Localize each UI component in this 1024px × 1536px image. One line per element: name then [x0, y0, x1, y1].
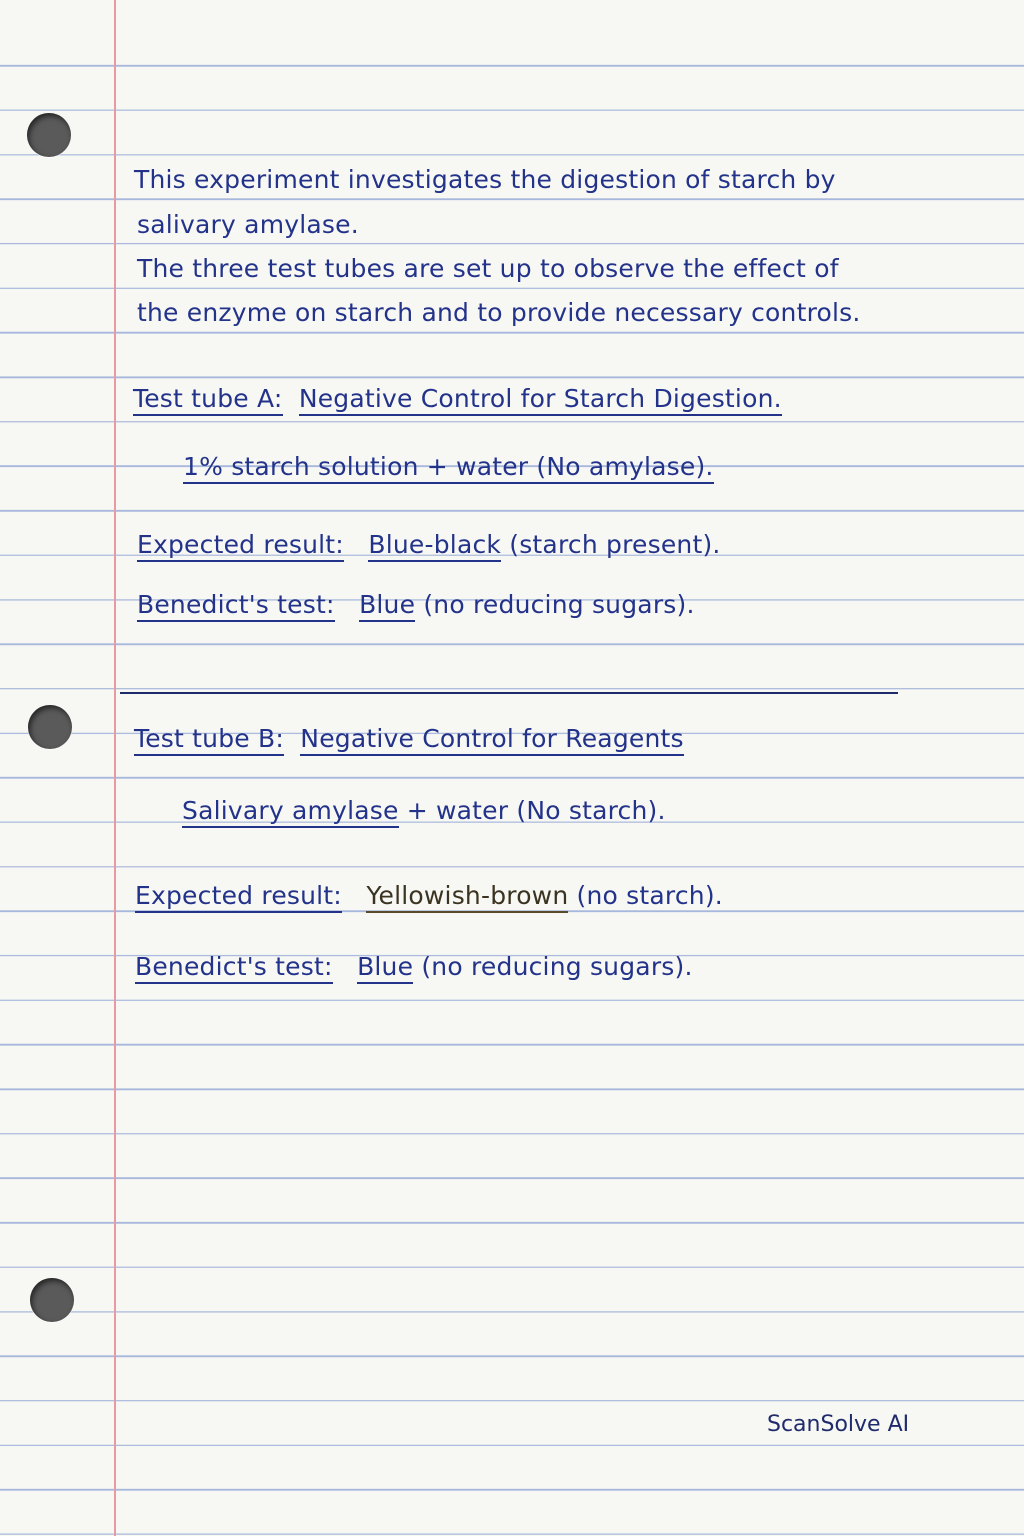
tube-b-benedict-label: Benedict's test:: [135, 952, 333, 984]
punch-hole-bottom: [30, 1278, 74, 1322]
tube-a-heading: [133, 384, 782, 413]
punch-hole-top: [27, 113, 71, 157]
section-divider: [120, 692, 898, 694]
tube-b-expected-label: Expected result:: [135, 881, 342, 913]
tube-a-benedict-line: [137, 590, 695, 619]
tube-a-expected-note: (starch present).: [509, 530, 721, 559]
signature: ScanSolve AI: [767, 1412, 910, 1437]
tube-a-expected-line: [137, 530, 721, 559]
tube-b-benedict-color: Blue: [357, 952, 413, 984]
tube-a-label: Test tube A:: [133, 384, 283, 416]
intro-line-3: The three test tubes are set up to observe the effect of: [137, 254, 839, 283]
tube-a-benedict-label: Benedict's test:: [137, 590, 335, 622]
tube-b-contents-rest: + water (No starch).: [406, 796, 666, 825]
tube-a-contents: 1% starch solution + water (No amylase).: [183, 452, 714, 484]
tube-b-expected-line: [135, 881, 723, 910]
intro-line-1: This experiment investigates the digestion of starch by: [134, 165, 836, 194]
tube-a-contents-line: [183, 452, 714, 481]
tube-b-contents-line: [182, 796, 666, 825]
tube-b-benedict-note: (no reducing sugars).: [421, 952, 693, 981]
punch-hole-middle: [28, 705, 72, 749]
margin-line: [114, 0, 116, 1536]
tube-b-expected-color: Yellowish-brown: [366, 881, 568, 913]
tube-a-benedict-note: (no reducing sugars).: [423, 590, 695, 619]
tube-b-heading: [134, 724, 684, 753]
tube-a-title: Negative Control for Starch Digestion.: [299, 384, 782, 416]
tube-a-expected-label: Expected result:: [137, 530, 344, 562]
intro-line-2: salivary amylase.: [137, 210, 359, 239]
tube-b-benedict-line: [135, 952, 693, 981]
tube-b-label: Test tube B:: [134, 724, 284, 756]
intro-line-4: the enzyme on starch and to provide necessary controls.: [137, 298, 861, 327]
tube-b-expected-note: (no starch).: [576, 881, 723, 910]
tube-a-expected-color: Blue-black: [368, 530, 501, 562]
tube-b-title: Negative Control for Reagents: [300, 724, 683, 756]
tube-a-benedict-color: Blue: [359, 590, 415, 622]
tube-b-contents-main: Salivary amylase: [182, 796, 399, 828]
